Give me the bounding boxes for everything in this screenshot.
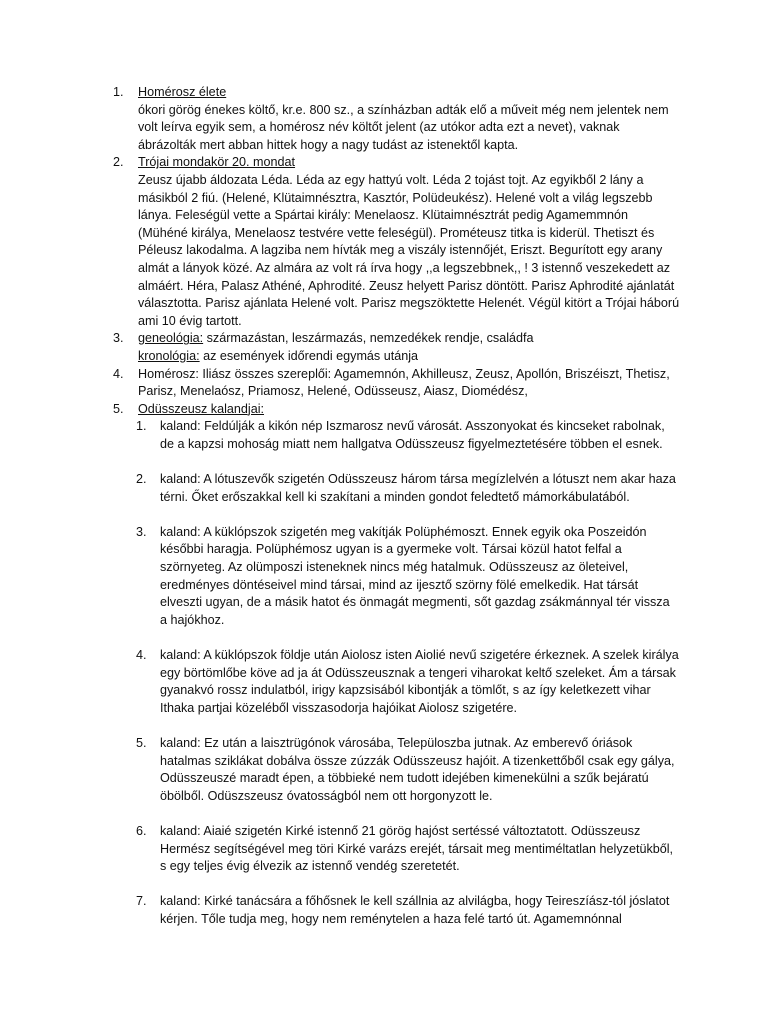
sub-list-item — [0, 418, 680, 453]
list-item-1 — [0, 84, 680, 154]
section-heading: Trójai mondakör 20. mondat — [138, 155, 296, 170]
list-item-5 — [0, 401, 680, 419]
list-number: 5. — [113, 401, 124, 416]
spacer — [0, 453, 768, 471]
sub-list-item — [0, 471, 680, 506]
sub-paragraph: kaland: Kirké tanácsára a főhősnek le kell szállnia az alvilágba, hogy Teireszíász-tól jóslatot kérjen. Tőle tudja meg, hogy nem reménytelen a haza felé tartó út. Agamemnónnal — [160, 894, 670, 926]
spacer — [0, 805, 768, 823]
sub-list-item — [0, 647, 680, 717]
list-number: 4. — [113, 366, 124, 381]
sub-list-item — [0, 524, 680, 630]
spacer — [0, 876, 768, 894]
paragraph: Homérosz: Iliász összes szereplői: Agamemnón, Akhilleusz, Zeusz, Apollón, Briszéiszt, Thetisz, Parisz, Menelaósz, Priamosz, Helené, Odüsseusz, Aiasz, Diomédész, — [138, 366, 670, 399]
sub-list-number: 2. — [136, 472, 147, 487]
list-number: 2. — [113, 155, 124, 170]
document-page — [0, 84, 768, 929]
list-item-2 — [0, 154, 680, 330]
spacer — [0, 717, 768, 735]
sub-paragraph: kaland: A küklópszok földje után Aiolosz isten Aiolié nevű szigetére érkeznek. A szelek királya egy börtömlőbe köve ad ja át Odüsszeusznak a tengeri viharokat keltő szeleket. Ám a társak gyanakvó rossz indulatból, irigy kapzsisából kibontják a tömlőt, s az így keletkezett vihar Ithaka partjai közeléből visszasodorja hajóikat Aiolosz szigetére. — [160, 648, 679, 715]
sub-paragraph: kaland: A küklópszok szigetén meg vakítják Polüphémoszt. Ennek egyik oka Poszeidón későbbi haragja. Polüphémosz ugyan is a gyermeke volt. Társai közül hatot felfal a szörnyeteg. Az olümposzi isteneknek nincs még hatalmuk. Odüsszeusz az öleteivel, eredményes döntéseivel mind társai, mind az ijesztő szörny fölé emelkedik. Hat társát elveszti ugyan, de a másik hatot és önmagát megmenti, sőt gazdag zsákmánnyal tér vissza a hajókhoz. — [160, 524, 670, 627]
sub-list-number: 7. — [136, 894, 147, 909]
term-definition: az események időrendi egymás utánja — [199, 348, 419, 363]
definition-line — [138, 330, 680, 348]
term-definition: származástan, leszármazás, nemzedékek rendje, családfa — [203, 331, 534, 346]
paragraph: Zeusz újabb áldozata Léda. Léda az egy hattyú volt. Léda 2 tojást tojt. Az egyikből 2 lány a másikból 2 fiú. (Helené, Klütaimnésztra, Kasztór, Polüdeukész). Helené volt a világ legszebb lánya. Feleségül vette a Spártai király: Menelaosz. Klütaimnésztrát pedig Agamemmnón (Mühéné királya, Menelaosz testvére vette feleségül). Prométeusz titka is kiderül. Thetiszt és Péleusz lakodalma. A lagziba nem hívták meg a viszály istennőjét, Eriszt. Begurított egy arany almát a lányok közé. Az almára az volt rá írva hogy ,,a legszebbnek,, ! 3 istennő veszekedett az almáért. Héra, Palasz Athéné, Aphrodité. Zeusz helyett Parisz döntött. Parisz Aphrodité ajánlatát választotta. Parisz ajánlata Helené volt. Parisz megszöktette Helenét. Végül kitört a Trójai háború ami 10 évig tartott. — [138, 172, 680, 328]
sub-list-number: 1. — [136, 419, 147, 434]
sub-list-number: 6. — [136, 823, 147, 838]
sub-list-item — [0, 735, 680, 805]
sub-paragraph: kaland: A lótuszevők szigetén Odüsszeusz három társa megízlelvén a lótuszt nem akar haza térni. Őket erőszakkal kell ki szakítani a minden gondot feledtető mámorkábulatából. — [160, 472, 676, 504]
paragraph: ókori görög énekes költő, kr.e. 800 sz., a színházban adták elő a műveit még nem jelentek nem volt leírva egyik sem, a homérosz név költőt jelent (az utókor adta ezt a nevet), vaknak ábrázolták mert abban hittek hogy a nagy tudást az istenektől kapta. — [138, 102, 669, 152]
sub-paragraph: kaland: Ez után a laisztrügónok városába, Települoszba jutnak. Az emberevő óriások hatalmas sziklákat dobálva össze zúzzák Odüsszeusz hajóit. A tizenkettőből csak egy gálya, Odüsszeuszé maradt épen, a többieké nem tudott idejében kimenekülni a szűk bejáratú öbölből. Odüszszeusz óvatosságból nem ott horgonyzott le. — [160, 735, 675, 803]
term-heading: kronológia: — [138, 348, 200, 363]
sub-list-number: 3. — [136, 524, 147, 539]
sub-list-item — [0, 823, 680, 876]
sub-list-number: 5. — [136, 735, 147, 750]
section-heading: Homérosz élete — [138, 85, 227, 99]
spacer — [0, 629, 768, 647]
sub-list-item — [0, 893, 680, 928]
list-number: 1. — [113, 85, 124, 99]
sub-paragraph: kaland: Feldúlják a kikón nép Iszmarosz nevű városát. Asszonyokat és kincseket rabolnak, de a kapzsi mohoság miatt nem hallgatva Odüsszeusz figyelmeztetésére többen el esnek. — [160, 419, 665, 451]
definition-line — [138, 348, 680, 366]
list-item-4 — [0, 366, 680, 401]
spacer — [0, 506, 768, 524]
term-heading: geneológia: — [138, 331, 204, 346]
list-number: 3. — [113, 331, 124, 346]
sub-paragraph: kaland: Aiaié szigetén Kirké istennő 21 görög hajóst sertéssé változtatott. Odüsszeusz Hermész segítségével meg töri Kirké varázs erejét, társait meg mentiméltatlan helyzetükből, s egy teljes évig élvezik az istennő vendég szeretetét. — [160, 823, 674, 874]
list-item-3 — [0, 330, 680, 365]
section-heading: Odüsszeusz kalandjai: — [138, 401, 265, 416]
sub-list-number: 4. — [136, 648, 147, 662]
